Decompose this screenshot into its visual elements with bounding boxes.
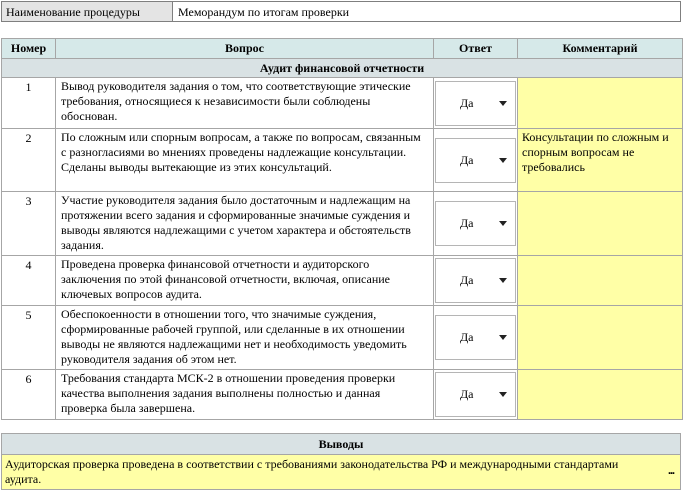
- answer-value: Да: [460, 330, 474, 344]
- answer-value: Да: [460, 152, 474, 167]
- header-question: Вопрос: [56, 39, 434, 59]
- comment-field[interactable]: [518, 256, 683, 306]
- comment-field[interactable]: [518, 78, 683, 129]
- row-question: По сложным или спорным вопросам, а также по вопросам, связанным с разногласиями во мнениях проведены надлежащие консультации. Сделаны выводы вытекающие из этих консультаций.: [56, 129, 434, 192]
- row-number: 1: [2, 78, 56, 129]
- dropdown-arrow-icon: [499, 158, 507, 163]
- more-button[interactable]: ...: [668, 463, 674, 477]
- row-number: 4: [2, 256, 56, 306]
- answer-cell: [434, 129, 518, 192]
- table-row: [2, 129, 683, 192]
- dropdown-arrow-icon: [499, 101, 507, 106]
- row-number: 5: [2, 306, 56, 370]
- conclusions-field[interactable]: [1, 455, 681, 490]
- answer-dropdown[interactable]: [435, 81, 516, 126]
- procedure-label: Наименование процедуры: [2, 2, 173, 21]
- header-answer: Ответ: [434, 39, 518, 59]
- row-question: Проведена проверка финансовой отчетности и аудиторского заключения по этой финансовой отчетности, включая, описание ключевых вопросов аудита.: [56, 256, 434, 306]
- procedure-value-field[interactable]: Меморандум по итогам проверки: [178, 5, 350, 19]
- table-row: [2, 78, 683, 129]
- table-row: [2, 306, 683, 370]
- answer-dropdown[interactable]: [435, 372, 516, 417]
- answer-dropdown[interactable]: [435, 138, 516, 183]
- dropdown-arrow-icon: [499, 221, 507, 226]
- dropdown-arrow-icon: [499, 335, 507, 340]
- answer-value: Да: [460, 216, 474, 230]
- answer-value: Да: [460, 95, 474, 110]
- answer-cell: [434, 256, 518, 306]
- answer-cell: [434, 306, 518, 370]
- answer-value: Да: [460, 273, 474, 287]
- dropdown-arrow-icon: [499, 392, 507, 397]
- conclusions-text: Аудиторская проверка проведена в соответствии с требованиями законодательства РФ и международными стандартами аудита.: [5, 457, 619, 486]
- comment-field[interactable]: [518, 306, 683, 370]
- table-row: [2, 370, 683, 420]
- procedure-row: [1, 1, 681, 22]
- table-header-row: [2, 39, 683, 59]
- answer-value: Да: [460, 387, 474, 401]
- row-number: 3: [2, 192, 56, 256]
- checklist-table: [1, 38, 683, 420]
- answer-dropdown[interactable]: [435, 201, 516, 246]
- row-question: Участие руководителя задания было достаточным и надлежащим на протяжении всего задания и сформированные значимые суждения и выводы являются надлежащими с учетом характера и обстоятельств задания.: [56, 192, 434, 256]
- row-question: Требования стандарта МСК-2 в отношении проведения проверки качества выполнения задания выполнены полностью и данная проверка была завершена.: [56, 370, 434, 420]
- answer-dropdown[interactable]: [435, 315, 516, 360]
- comment-field[interactable]: Консультации по сложным и спорным вопросам не требовались: [518, 129, 683, 192]
- row-question: Вывод руководителя задания о том, что соответствующие этические требования, относящиеся к независимости были соблюдены обоснован.: [56, 78, 434, 129]
- table-row: [2, 256, 683, 306]
- answer-dropdown[interactable]: [435, 258, 516, 303]
- section-row: [2, 59, 683, 78]
- row-number: 2: [2, 129, 56, 192]
- conclusions-title: Выводы: [1, 433, 681, 455]
- header-comment: Комментарий: [518, 39, 683, 59]
- answer-cell: [434, 192, 518, 256]
- row-number: 6: [2, 370, 56, 420]
- section-title: Аудит финансовой отчетности: [2, 59, 683, 78]
- comment-field[interactable]: [518, 192, 683, 256]
- answer-cell: [434, 370, 518, 420]
- row-question: Обеспокоенности в отношении того, что значимые суждения, сформированные рабочей группой, или сделанные в их отношении выводы не являются надлежащими нет и необходимость уведомить руководителя задания об этом нет.: [56, 306, 434, 370]
- table-row: [2, 192, 683, 256]
- dropdown-arrow-icon: [499, 278, 507, 283]
- comment-field[interactable]: [518, 370, 683, 420]
- answer-cell: [434, 78, 518, 129]
- header-number: Номер: [2, 39, 56, 59]
